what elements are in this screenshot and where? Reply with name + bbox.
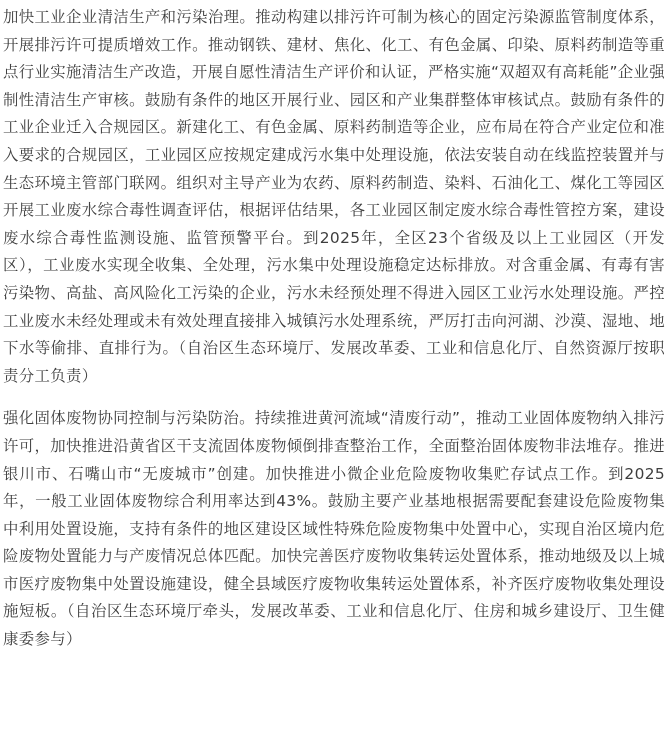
paragraph-industrial-pollution: 加快工业企业清洁生产和污染治理。推动构建以排污许可制为核心的固定污染源监管制度体系，开展排污许可提质增效工作。推动钢铁、建材、焦化、化工、有色金属、印染、原料药制造等重点行业实施清洁生产改造，开展自愿性清洁生产评价和认证，严格实施“双超双有高耗能”企业强制性清洁生产审核。鼓励有条件的地区开展行业、园区和产业集群整体审核试点。鼓励有条件的工业企业迁入合规园区。新建化工、有色金属、原料药制造等企业，应布局在符合产业定位和准入要求的合规园区，工业园区应按规定建成污水集中处理设施，依法安装自动在线监控装置并与生态环境主管部门联网。组织对主导产业为农药、原料药制造、染料、石油化工、煤化工等园区开展工业废水综合毒性调查评估，根据评估结果，各工业园区制定废水综合毒性管控方案，建设废水综合毒性监测设施、监管预警平台。到2025年，全区23个省级及以上工业园区（开发区），工业废水实现全收集、全处理，污水集中处理设施稳定达标排放。对含重金属、有毒有害污染物、高盐、高风险化工污染的企业，污水未经预处理不得进入园区工业污水处理设施。严控工业废水未经处理或未有效处理直接排入城镇污水处理系统，严厉打击向河湖、沙漠、湿地、地下水等偷排、直排行为。（自治区生态环境厅、发展改革委、工业和信息化厅、自然资源厅按职责分工负责） (3, 8, 666, 385)
article-body (3, 0, 665, 654)
paragraph-solid-waste: 强化固体废物协同控制与污染防治。持续推进黄河流域“清废行动”，推动工业固体废物纳入排污许可，加快推进沿黄省区干支流固体废物倾倒排查整治工作，全面整治固体废物非法堆存。推进银川市、石嘴山市“无废城市”创建。加快推进小微企业危险废物收集贮存试点工作。到2025年，一般工业固体废物综合利用率达到43%。鼓励主要产业基地根据需要配套建设危险废物集中利用处置设施，支持有条件的地区建设区域性特殊危险废物集中处置中心，实现自治区境内危险废物处置能力与产废情况总体匹配。加快完善医疗废物收集转运处置体系，推动地级及以上城市医疗废物集中处置设施建设，健全县域医疗废物收集转运处置体系，补齐医疗废物收集处理设施短板。（自治区生态环境厅牵头，发展改革委、工业和信息化厅、住房和城乡建设厅、卫生健康委参与） (3, 409, 666, 649)
